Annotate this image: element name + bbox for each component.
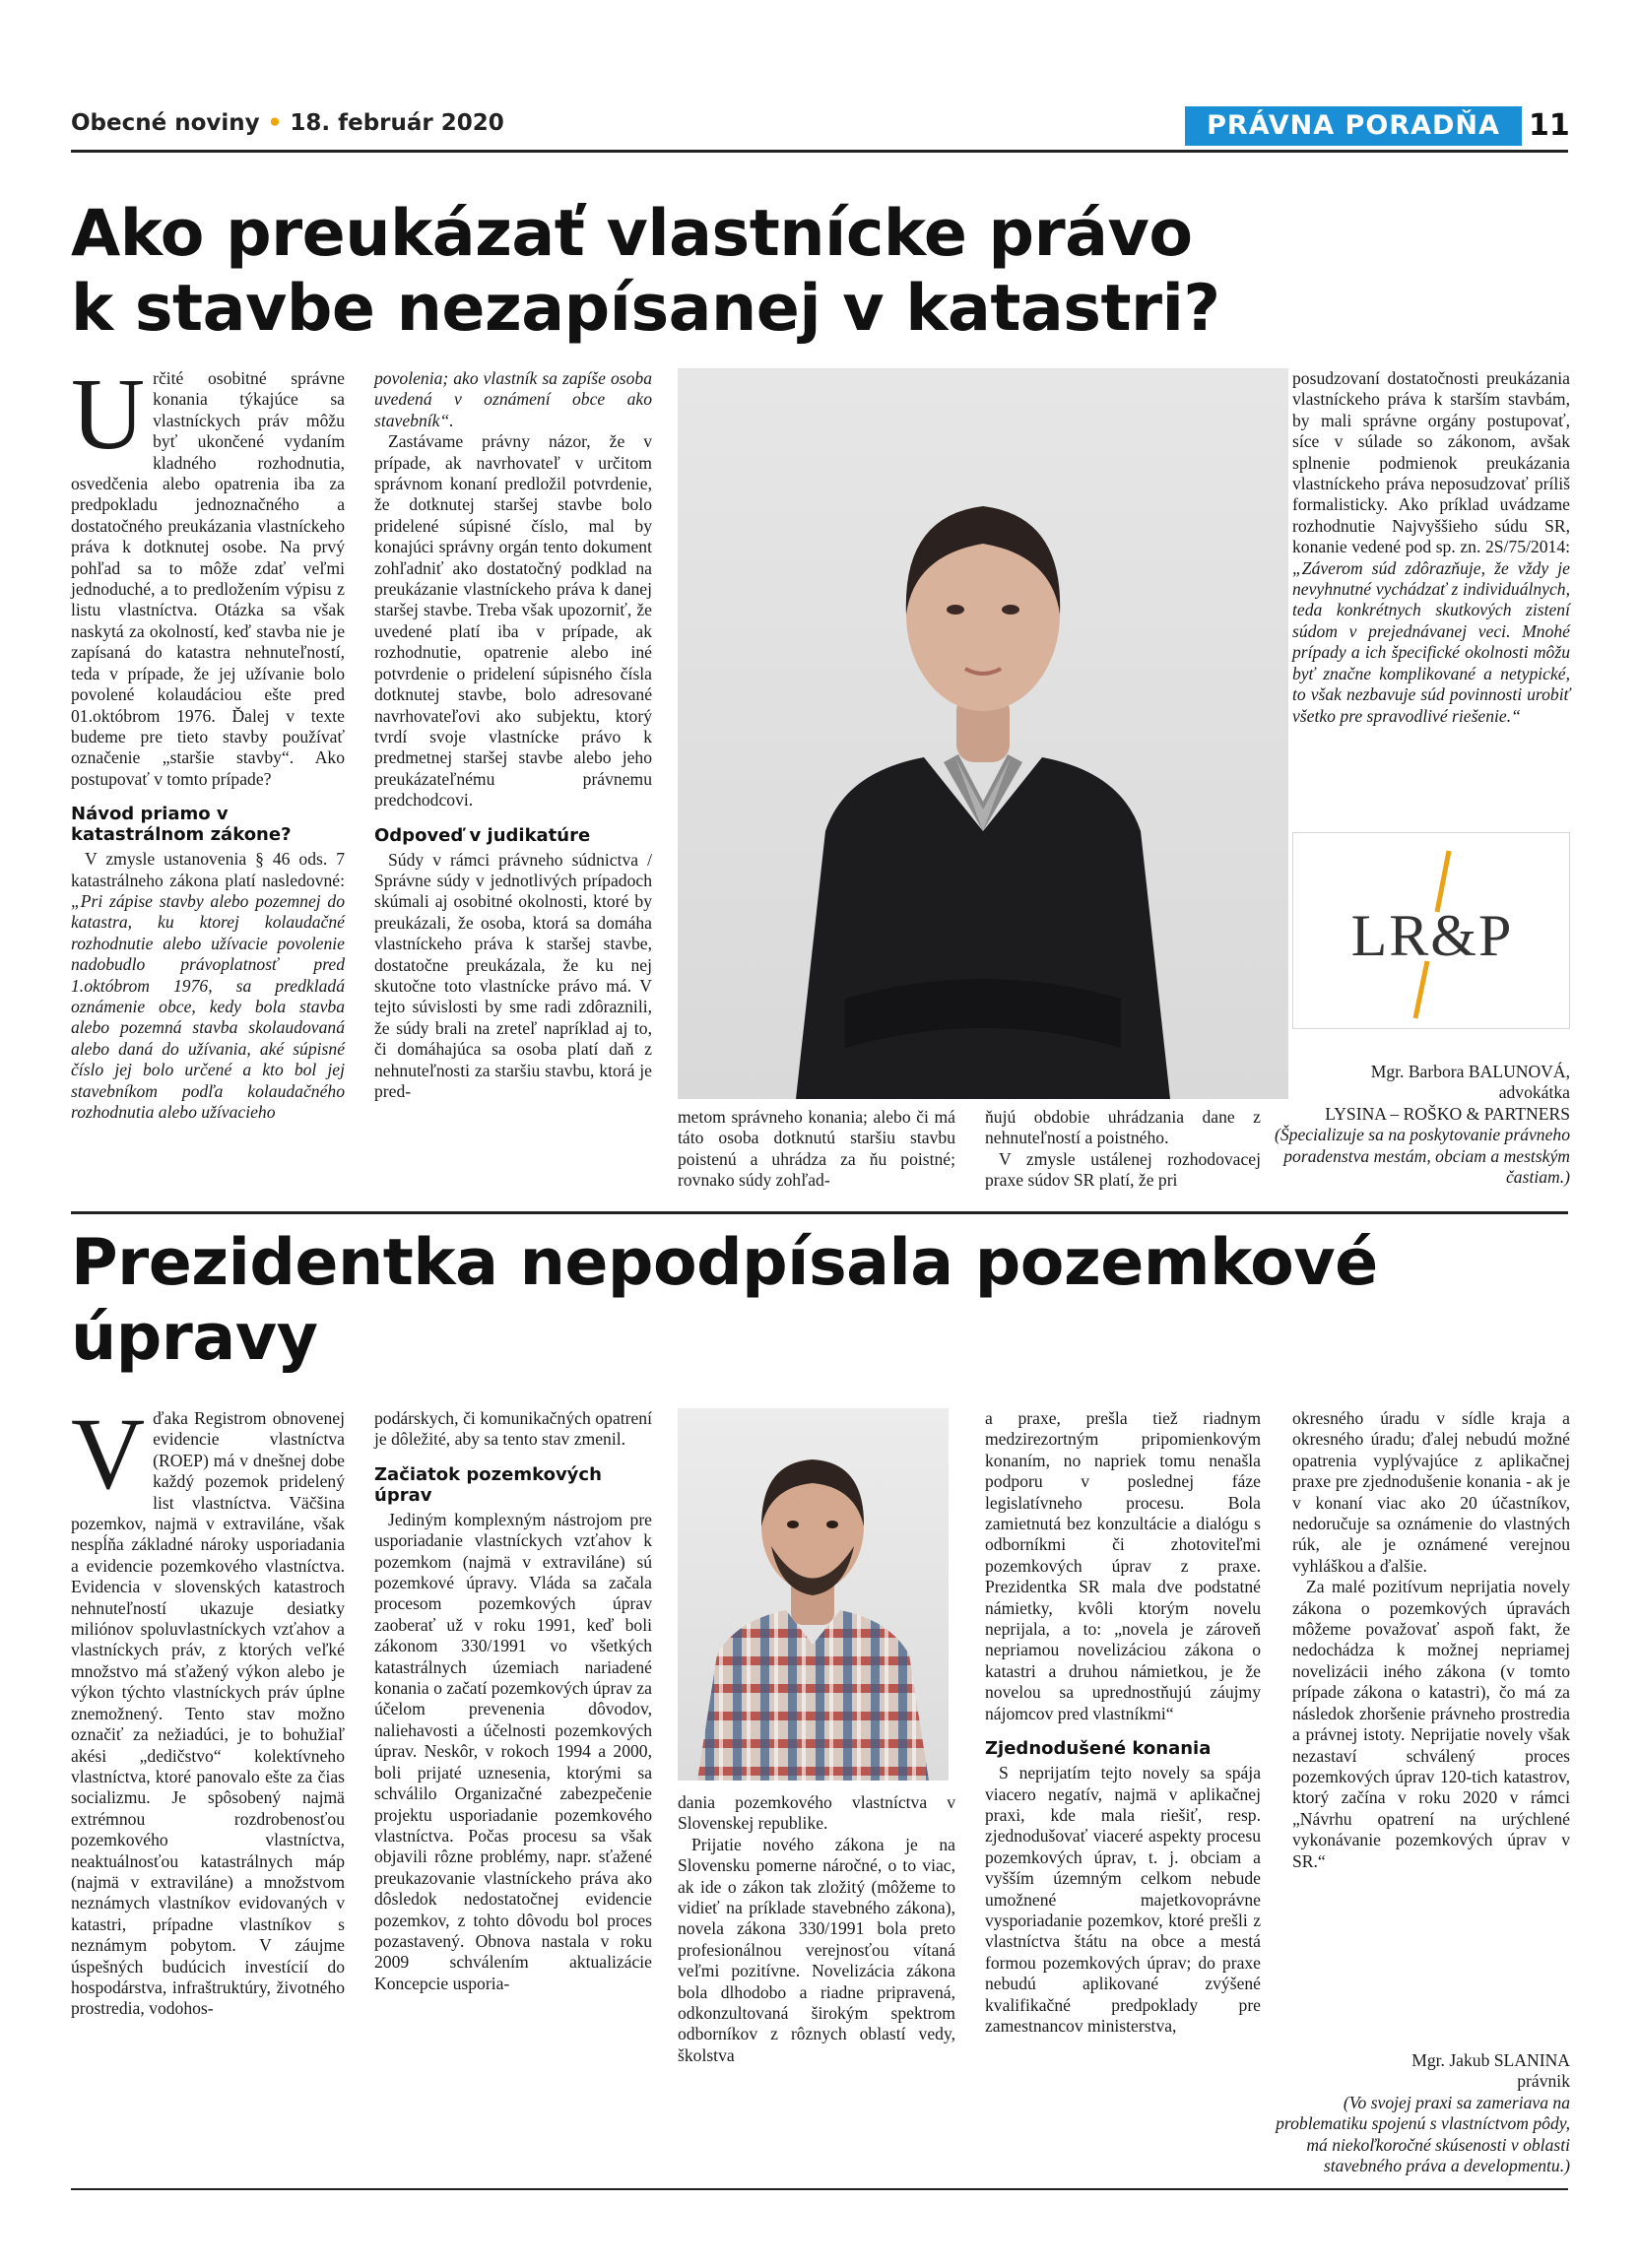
section-label: PRÁVNA PORADŇA (1185, 106, 1522, 146)
article2-col5-text-a: okresného úradu v sídle kraja a okresného úradu; ďalej nebudú možné opatrenia vyplývajúce z aplikačnej praxe pre zjednodušenie konania - ak je v konaní viac ako 20 účastníkov, nedoručuje sa oznámenie do vlastných rúk, ale je oznámené verejnou vyhláškou a ďalšie. (1292, 1408, 1570, 1576)
header-rule (71, 150, 1568, 153)
article2-headline-line1: Prezidentka nepodpísala pozemkové (71, 1226, 1378, 1300)
article1-col4-text-a: ňujú obdobie uhrádzania dane z nehnuteľností a poistného. (985, 1107, 1261, 1148)
woman-portrait-photo (678, 368, 1288, 1099)
logo-text: LR&P (1350, 903, 1514, 968)
article1-author-role: advokátka (1498, 1082, 1570, 1103)
article1-col4-text-b: V zmysle ustálenej rozhodovacej praxe súdov SR platí, že pri (985, 1148, 1261, 1191)
article2-col2-text-a: podárskych, či komunikačných opatrení je dôležité, aby sa tento stav zmenil. (374, 1408, 652, 1450)
article2-author-role: právnik (1517, 2071, 1570, 2092)
article2-col3-text-b: Prijatie nového zákona je na Slovensku pomerne náročné, o to viac, ak ide o zákon tak zložitý (môžeme to vidieť na príklade stavebného zákona), novela zákona 330/1991 bola preto profesionálnou verejnosťou vítaná veľmi pozitívne. Novelizácia zákona bola dlhodobo a riadne pripravená, odkonzultovaná širokým spektrom odborníkov z rôznych oblastí vedy, školstva (678, 1834, 955, 2065)
article2-column3 (678, 1792, 955, 2066)
article1-col2-quote-end: povolenia; ako vlastník sa zapíše osoba uvedená v oznámení obce ako stavebník“. (374, 368, 652, 430)
article1-column3 (678, 1107, 955, 1192)
lrp-logo (1292, 832, 1570, 1029)
article2-signature (1271, 2050, 1570, 2176)
article1-col2-paragraph2: Súdy v rámci právneho súdnictva / Správne súdy v jednotlivých prípadoch skúmali aj osobitné okolnosti, ktoré by preukázali, že osoba, ktorá sa domáha vlastníckeho práva k staršej stavbe, dostatočne preukázala, že ku nej skutočne toto vlastnícke právo má. V tejto súvislosti by sme radi zdôraznili, že súdy brali na zreteľ napríklad aj to, či domáhajúca sa osoba platí daň z nehnuteľnosti za staršiu stavbu, ktorá je pred- (374, 849, 652, 1101)
article2-subhead1: Začiatok pozemkových úprav (374, 1463, 602, 1506)
article2-headline-line2: úpravy (71, 1301, 318, 1375)
separator-dot: • (267, 110, 283, 136)
man-portrait-photo (678, 1408, 949, 1781)
article2-col4-text-a: a praxe, prešla tiež riadnym medzirezortným pripomienkovým konaním, no napriek tomu nenašla podporu v poslednej fáze legislatívneho procesu. Bola zamietnutá bez konzultácie a dialógu s odborníkmi či zhotoviteľmi pozemkových úprav z praxe. Prezidentka SR mala dve podstatné námietky, kvôli ktorým novelu neprijala, a to: „novela je zároveň nepriamou novelizáciou zákona o katastri a druhou námietkou, je že novelou sa uprednostňujú záujmy nájomcov pred vlastníkmi“ (985, 1408, 1261, 1723)
article1-col1-paragraph2 (71, 849, 345, 1123)
woman-portrait-illustration (678, 368, 1288, 1099)
article1-col5-paragraph (1292, 368, 1570, 727)
article1-dropcap: U (71, 357, 146, 471)
article2-author-name: Mgr. Jakub SLANINA (1411, 2050, 1570, 2070)
article2-column2 (374, 1408, 652, 1994)
article2-column4 (985, 1408, 1261, 2037)
article2-col3-text-a: dania pozemkového vlastníctva v Slovenskej republike. (678, 1792, 955, 1834)
article2-col1-paragraph (71, 1397, 345, 2020)
article1-col1-p2-quote: „Pri zápise stavby alebo pozemnej do katastra, ku ktorej kolaudačné rozhodnutie alebo užívacie povolenie nadobudlo právoplatnosť pred 1.októbrom 1976, sa predkladá oznámenie obce, kedy bola stavba alebo pozemná stavba skolaudovaná alebo daná do užívania, aké súpisné číslo jej bolo určené a kto bol jej stavebníkom podľa kolaudačného rozhodnutia alebo užívacieho (71, 890, 345, 1122)
article1-column5 (1292, 368, 1570, 727)
page-number: 11 (1529, 108, 1570, 143)
page-header (71, 106, 1568, 146)
article-divider-rule (71, 1211, 1568, 1214)
issue-date: 18. február 2020 (290, 110, 504, 136)
article1-intro-text: rčité osobitné správne konania týkajúce sa vlastníckych práv môžu byť ukončené vydaním kladného rozhodnutia, osvedčenia alebo opatrenia iba za predpokladu jednoznačného a dostatočného preukázania vlastníckeho práva k dotknutej osobe. Na prvý pohľad sa to môže zdať veľmi jednoduché, a to predložením výpisu z listu vlastníctva. Otázka sa však naskytá za okolností, keď stavba nie je zapísaná do katastra nehnuteľností, teda v prípade, že jej užívanie bolo povolené kolaudáciou ešte pred 01.októbrom 1976. Ďalej v texte budeme pre tieto stavby používať označenie „staršie stavby“. Ako postupovať v tomto prípade? (71, 368, 345, 789)
article2-col5-text-b: Za malé pozitívum neprijatia novely zákona o pozemkových úpravách môžeme považovať aspoň fakt, že nedochádza k možnej nepriamej novelizácii iného zákona (v tomto prípade zákona o katastri), čo má za následok zhoršenie právneho prostredia a právnej istoty. Neprijatie novely však nezastaví schválený proces pozemkových úprav 120-tich katastrov, ktorý začína v roku 2020 v rámci „Návrhu opatrení na urýchlené vykonávanie pozemkových úprav v SR.“ (1292, 1577, 1570, 1871)
article1-column2 (374, 368, 652, 1102)
article1-col5-quote: „Záverom súd zdôrazňuje, že vždy je nevyhnutné vychádzať z individuálnych, teda konkrétnych skutkových zistení súdom v prejednávanej veci. Mnohé prípady a ich špecifické okolnosti môžu byť značne komplikované a netypické, to však nezbavuje súd povinnosti urobiť všetko pre spravodlivé riešenie.“ (1292, 557, 1570, 726)
article2-author-note: (Vo svojej praxi sa zameriava na problematiku spojenú s vlastníctvom pôdy, má niekoľkoročné skúsenosti v oblasti stavebného práva a developmentu.) (1276, 2092, 1570, 2176)
article2-col1-text: ďaka Registrom obnovenej evidencie vlastníctva (ROEP) má v dnešnej dobe každý pozemok pridelený list vlastníctva. Väčšina pozemkov, najmä v extraviláne, však nespĺňa základné nároky usporiadania a evidencie pozemkového vlastníctva. Evidencia v slovenských katastroch nehnuteľností ukazuje desiatky miliónov spoluvlastníckych vzťahov a vlastníckych práv, z ktorých veľké množstvo má sťažený výkon alebo je výkon týchto vlastníckych práv úplne znemožnený. Tento stav možno označiť za nežiadúci, je to bohužiaľ akési „dedičstvo“ kolektívneho vlastníctva, ktoré panovalo ešte za čias socializmu. Je spôsobený najmä extrémnou rozdrobenosťou pozemkového vlastníctva, neaktuálnosťou katastrálnych máp (najmä v extraviláne) a množstvom neznámych vlastníkov evidovaných v katastri, prípadne vlastníkov s neznámym pobytom. V záujme úspešných budúcich investícií do hospodárstva, infraštruktúry, životného prostredia, vodohos- (71, 1408, 345, 2019)
article2-column5 (1292, 1408, 1570, 1872)
article1-col2-paragraph1: Zastávame právny názor, že v prípade, ak navrhovateľ v určitom správnom konaní predložil potvrdenie, že dotknutej staršej stavbe bolo pridelené súpisné číslo, mal by konajúci správny orgán tento dokument zohľadniť ako dostatočný podklad na preukázanie vlastníckeho práva k danej staršej stavbe. Treba však upozorniť, že uvedené platí iba v prípade, ak rozhodnutie, opatrenie alebo iné potvrdenie o pridelení súpisného čísla dotknutej stavbe, bolo adresované navrhovateľovi ako subjektu, ktorý tvrdí svoje vlastnícke právo k predmetnej staršej stavbe alebo jeho preukázateľnému právnemu predchodcovi. (374, 431, 652, 810)
article1-author-note: (Špecializuje sa na poskytovanie právneho poradenstva mestám, obciam a mestským častiam.) (1275, 1125, 1570, 1188)
publication-name: Obecné noviny (71, 110, 260, 136)
article1-subhead1: Návod priamo v katastrálnom zákone? (71, 804, 292, 846)
article1-intro-paragraph (71, 357, 345, 790)
article1-headline (71, 197, 1568, 347)
article2-subhead2: Zjednodušené konania (985, 1738, 1212, 1760)
footer-rule (71, 2188, 1568, 2190)
article1-col5-text: posudzovaní dostatočnosti preukázania vlastníckeho práva k starším stavbám, by mali správne orgány postupovať, síce v súlade so zákonom, avšak splnenie podmienok preukázania vlastníckeho práva neposudzovať príliš formalisticky. Ako príklad uvádzame rozhodnutie Najvyššieho súdu SR, konanie vedené pod sp. zn. 2S/75/2014: (1292, 368, 1570, 557)
article1-col1-p2-text: V zmysle ustanovenia § 46 ods. 7 katastrálneho zákona platí nasledovné: (71, 849, 345, 890)
article2-dropcap: V (71, 1397, 146, 1511)
article1-column1 (71, 357, 345, 1123)
masthead (71, 110, 504, 136)
article1-col3-text: metom správneho konania; alebo či má táto osoba dotknutú staršiu stavbu poistenú a uhrádza za ňu poistné; rovnako súdy zohľad- (678, 1107, 955, 1191)
article2-column1 (71, 1397, 345, 2020)
man-portrait-illustration (678, 1408, 949, 1781)
article1-subhead2: Odpoveď v judikatúre (374, 824, 591, 846)
article2-col4-text-b: S neprijatím tejto novely sa spája viacero negatív, najmä v aplikačnej praxi, kde mala riešiť, resp. zjednodušovať viaceré aspekty procesu pozemkových úprav, t. j. obciam a vyšším územným celkom nebude umožnené majetkovoprávne vysporiadanie pozemkov, ktoré prešli z vlastníctva štátu na obce a mestá formou pozemkových úprav; do praxe nebudú aplikované zvýšené kvalifikačné predpoklady pre zamestnancov ministerstva, (985, 1763, 1261, 2036)
article1-author-firm: LYSINA – ROŠKO & PARTNERS (1325, 1103, 1570, 1124)
article2-headline (71, 1226, 1568, 1376)
article2-col2-text-b: Jediným komplexným nástrojom pre usporiadanie vlastníckych vzťahov k pozemkom (najmä v extraviláne) sú pozemkové úpravy. Vláda sa začala procesom pozemkových úprav zaoberať už v roku 1991, keď boli zákonom 330/1991 vo všetkých katastrálnych územiach nariadené konania o začatí pozemkových úprav za účelom prevenenia dôvodov, naliehavosti a účelnosti pozemkových úprav. Neskôr, v rokoch 1994 a 2000, boli prijaté uznesenia, ktorými sa schválilo Organizačné zabezpečenie projektu usporiadanie pozemkového vlastníctva. Počas procesu sa však objavili rôzne problémy, napr. sťažené preukazovanie vlastníckeho práva ako dôsledok nedostatočnej evidencie pozemkov, z tohto dôvodu bol proces pozastavený. Obnova nastala v roku 2009 schválením aktualizácie Koncepcie usporia- (374, 1509, 652, 1993)
article1-column4 (985, 1107, 1261, 1192)
article1-signature (1221, 1062, 1570, 1188)
article1-headline-line2: k stavbe nezapísanej v katastri? (71, 272, 1220, 346)
article1-headline-line1: Ako preukázať vlastnícke právo (71, 197, 1193, 271)
article1-author-name: Mgr. Barbora BALUNOVÁ, (1370, 1062, 1570, 1081)
